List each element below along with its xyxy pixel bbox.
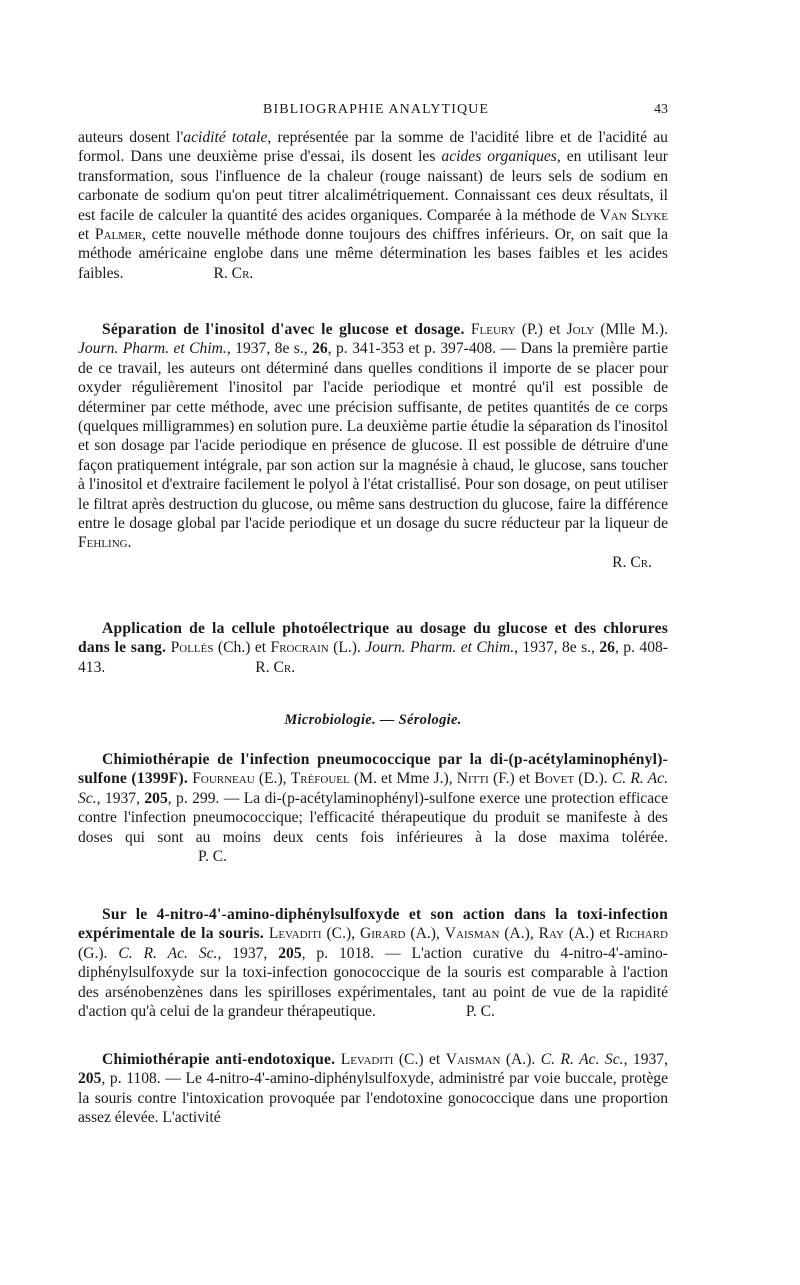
article-title: Séparation de l'inositol d'avec le glucose et dosage.	[102, 321, 465, 338]
article-body: auteurs dosent l'acidité totale, représentée par la somme de l'acidité libre et de l'acidité au formol. Dans une deuxième prise d'essai, ils dosent les acides organiques, en utilisant leur transformation, sous l'influence de la chaleur (rouge naissant) de leurs sels de sodium en carbonate de sodium qu'on peut titrer alcalimétriquement. Connaissant ces deux résultats, il est facile de calculer la quantité des acides organiques. Comparée à la méthode de Van Slyke et Palmer, cette nouvelle méthode donne toujours des chiffres inférieurs. Or, on sait que la méthode américaine englobe dans une même détermination les bases faibles et les acides faibles. R. Cr.	[78, 129, 668, 282]
article-nitro-sulfoxide	[78, 905, 668, 1021]
article-title: Chimiothérapie anti-endotoxique.	[102, 1051, 336, 1068]
signature: R. Cr.	[255, 658, 296, 676]
article-body: Application de la cellule photoélectrique au dosage du glucose et des chlorures dans le sang. Pollès (Ch.) et Frocrain (L.). Journ. Pharm. et Chim., 1937, 8e s., 26, p. 408-413. R. Cr.	[78, 620, 668, 676]
article-pneumococcus	[78, 750, 668, 866]
article-photoelectric	[78, 619, 668, 677]
article-title: Sur le 4-nitro-4'-amino-diphénylsulfoxyde et son action dans la toxi-infection expérimentale de la souris.	[78, 906, 668, 943]
section-heading: Microbiologie. — Sérologie.	[284, 712, 462, 728]
article-title: Chimiothérapie de l'infection pneumococcique par la di-(p-acétylaminophényl)-sulfone (1399F).	[78, 751, 668, 788]
signature: R. Cr.	[213, 264, 254, 282]
article-body: Séparation de l'inositol d'avec le glucose et dosage. Fleury (P.) et Joly (Mlle M.). Journ. Pharm. et Chim., 1937, 8e s., 26, p. 341-353 et p. 397-408. — Dans la première partie de ce travail, les auteurs ont déterminé dans quelles conditions il importe de se placer pour oxyder régulièrement l'inositol par l'acide periodique et montré qu'il est possible de déterminer par cette méthode, avec une précision suffisante, de petites quantités de ce corps (quelques milligrammes) en solution pure. La deuxième partie étudie la séparation ds l'inositol et son dosage par l'acide periodique en présence de glucose. Il est possible de détruire d'une façon pratiquement intégrale, par son action sur la magnésie à chaud, le glucose, sans toucher à l'inositol et d'extraire facilement le polyol à l'état cristallisé. Pour son dosage, on peut utiliser le filtrat après destruction du glucose, ou même sans destruction du glucose, faire la différence entre le dosage global par l'acide periodique et un dosage du sucre réducteur par la liqueur de Fehling.	[78, 321, 669, 552]
signature: P. C.	[198, 848, 228, 866]
signature: P. C.	[465, 1003, 495, 1021]
signature: R. Cr.	[612, 553, 652, 571]
page-number: 43	[654, 102, 668, 117]
page-header	[78, 100, 668, 120]
document-page	[78, 0, 668, 1285]
running-title: BIBLIOGRAPHIE ANALYTIQUE	[263, 102, 490, 117]
article-title: Application de la cellule photoélectrique au dosage du glucose et des chlorures dans le sang.	[78, 620, 668, 657]
article-body: Sur le 4-nitro-4'-amino-diphénylsulfoxyde et son action dans la toxi-infection expérimentale de la souris. Levaditi (C.), Girard (A.), Vaisman (A.), Ray (A.) et Richard (G.). C. R. Ac. Sc., 1937, 205, p. 1018. — L'action curative du 4-nitro-4'-amino-diphénylsulfoxyde sur la toxi-infection gonococcique de la souris est comparable à l'action des arsénobenzènes dans les spirilloses expérimentales, tant au point de vue de la rapidité d'action qu'à celui de la grandeur thérapeutique. P. C.	[78, 906, 669, 1021]
article-continuation	[78, 128, 668, 283]
article-inositol	[78, 320, 668, 572]
article-anti-endotoxic	[78, 1050, 668, 1128]
article-body: Chimiothérapie anti-endotoxique. Levaditi (C.) et Vaisman (A.). C. R. Ac. Sc., 1937, 205, p. 1108. — Le 4-nitro-4'-amino-diphénylsulfoxyde, administré par voie buccale, protège la souris contre l'intoxication provoquée par l'endotoxine gonococcique dans une proportion assez élevée. L'activité	[78, 1051, 669, 1127]
article-body: Chimiothérapie de l'infection pneumococcique par la di-(p-acétylaminophényl)-sulfone (1399F). Fourneau (E.), Tréfouel (M. et Mme J.), Nitti (F.) et Bovet (D.). C. R. Ac. Sc., 1937, 205, p. 299. — La di-(p-acétylaminophényl)-sulfone exerce une protection efficace contre l'infection pneumococcique; l'efficacité thérapeutique du produit se manifeste à des doses qui sont au moins deux cents fois inférieures à la dose maxima tolérée.P. C.	[78, 751, 668, 866]
